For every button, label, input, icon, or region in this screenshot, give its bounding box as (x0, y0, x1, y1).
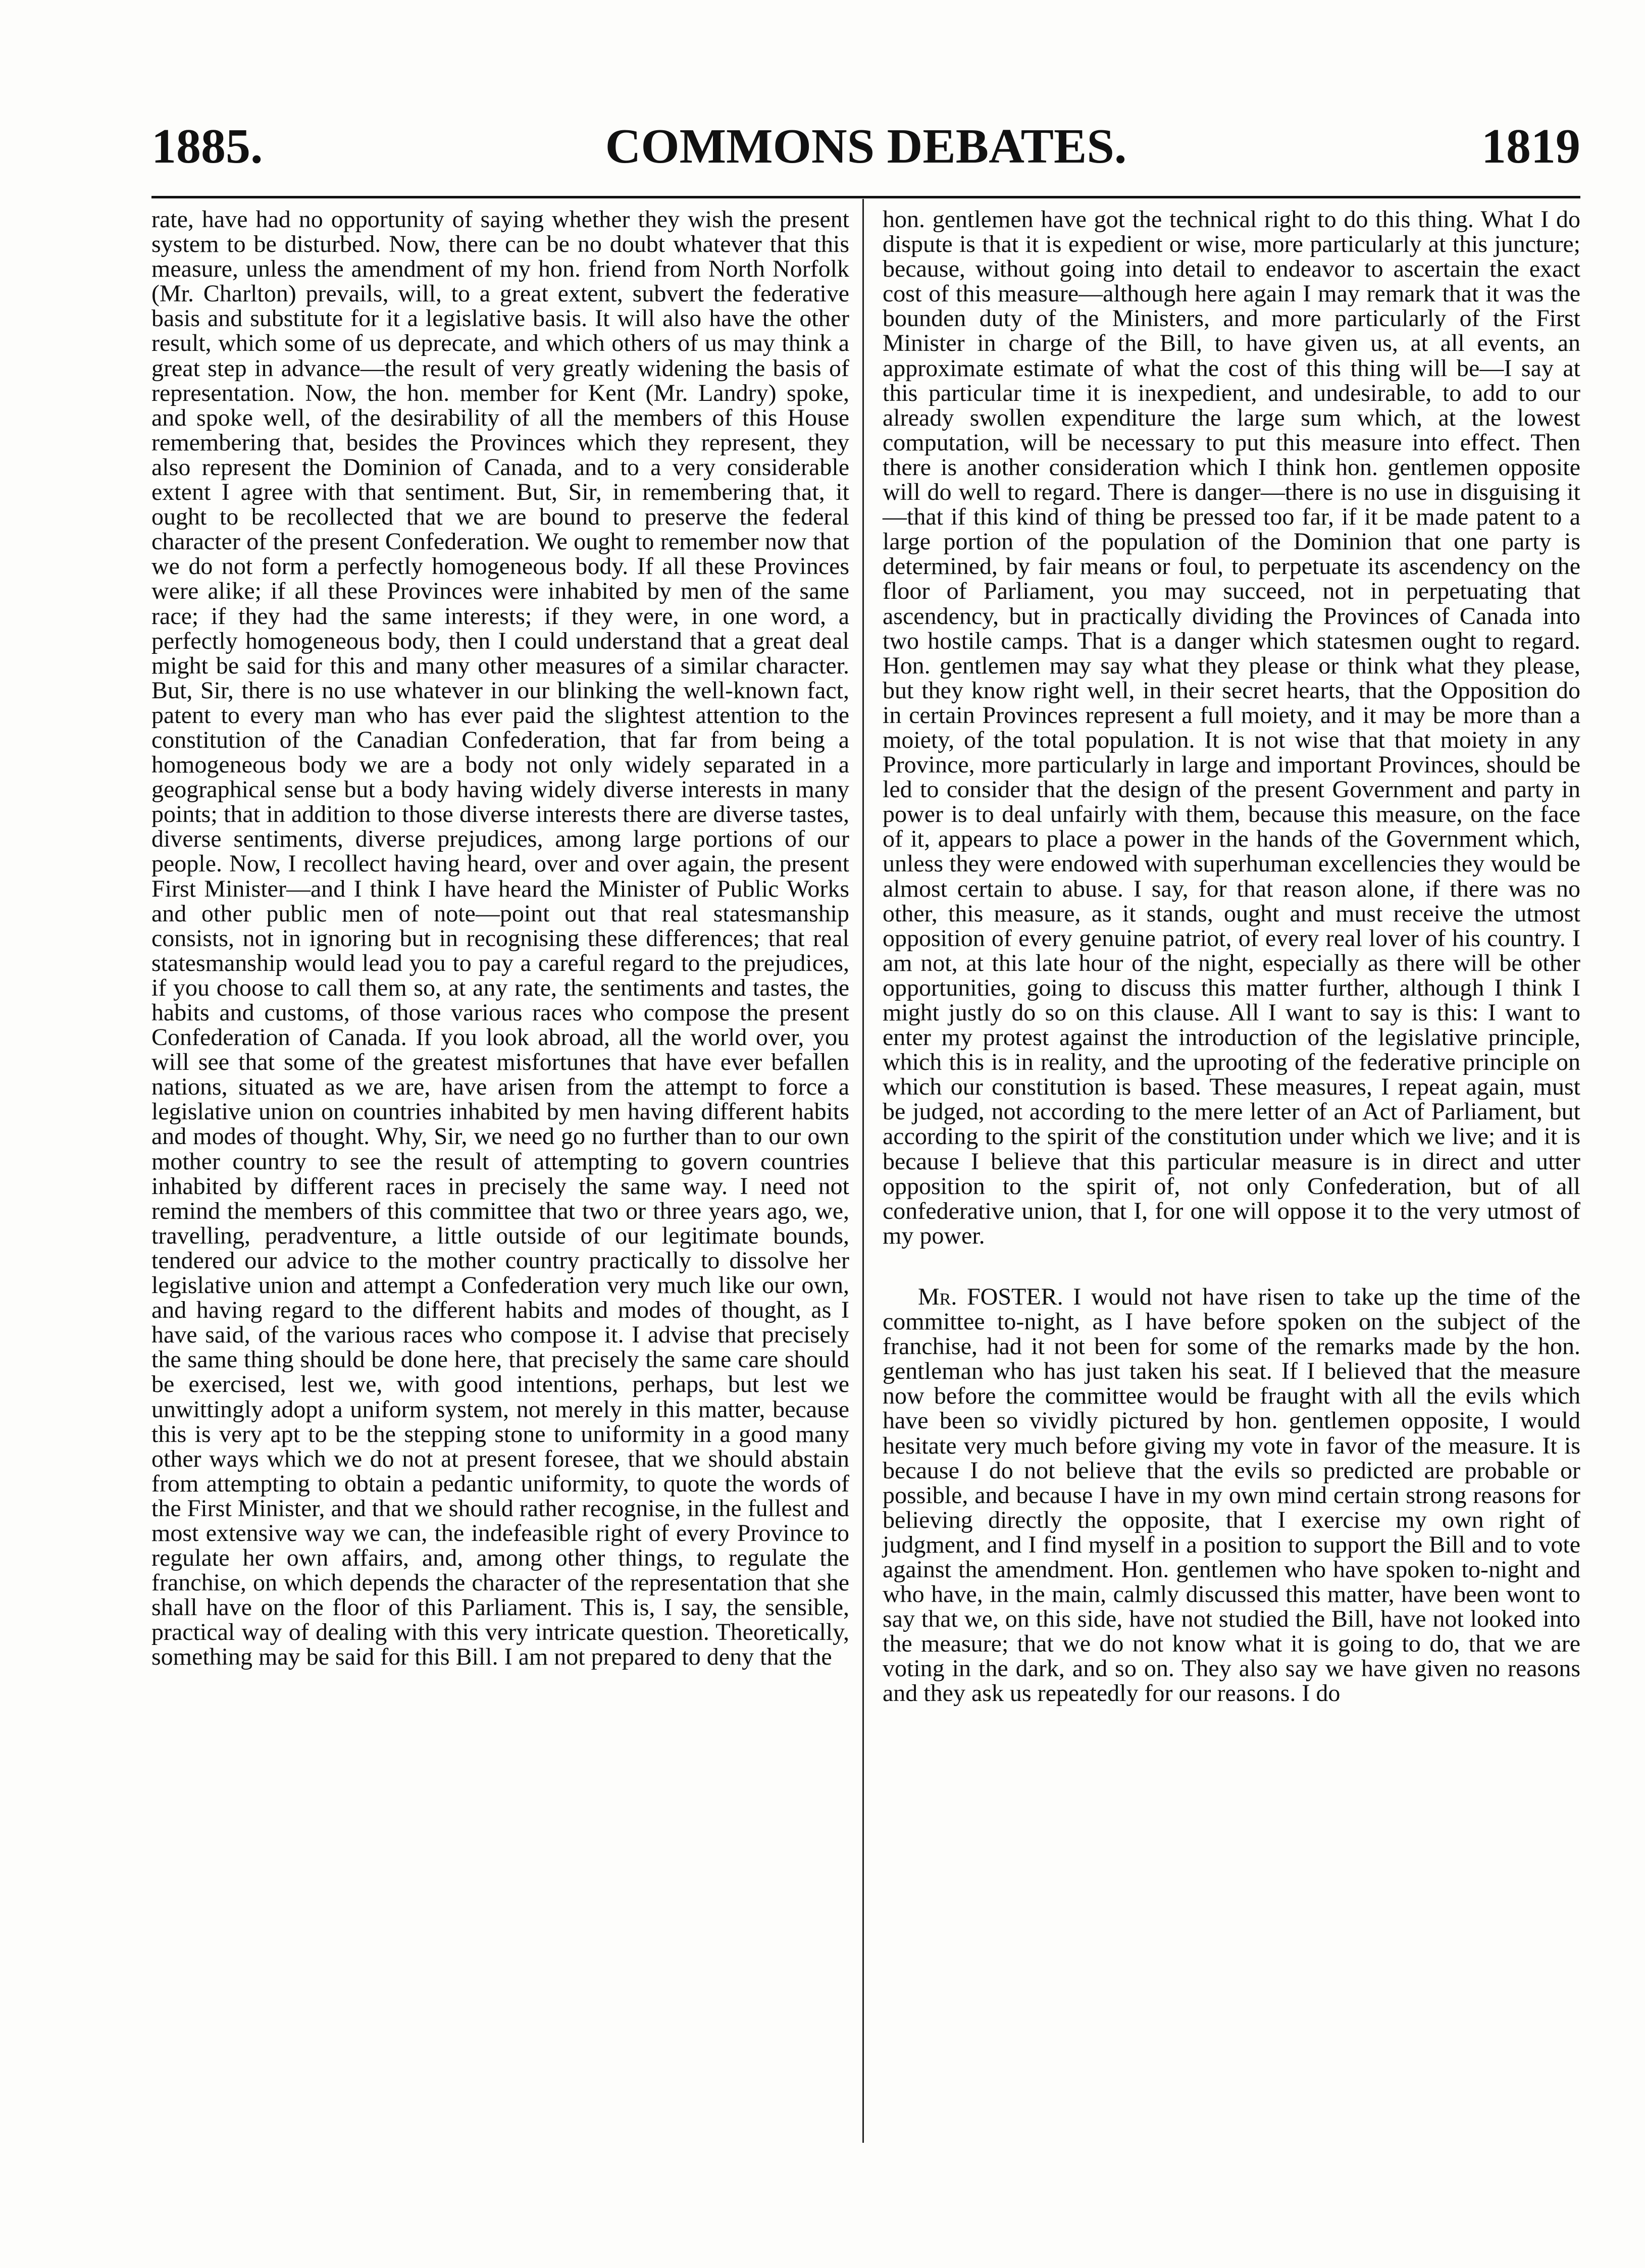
right-column-paragraph: hon. gentlemen have got the technical right to do this thing. What I do dispute is that it is expedient or wise, more particularly at this juncture; because, without going into detail to endeavor to ascertain the exact cost of this measure—although here again I may remark that it was the bounden duty of the Ministers, and more particularly of the First Minister in charge of the Bill, to have given us, at all events, an approximate estimate of what the cost of this thing will be—I say at this particular time it is inexpedient, and undesirable, to add to our already swollen expenditure the large sum which, at the lowest computation, will be necessary to put this measure into effect. Then there is another consideration which I think hon. gentlemen opposite will do well to regard. There is danger—there is no use in disguising it—that if this kind of thing be pressed too far, if it be made patent to a large portion of the population of the Dominion that one party is determined, by fair means or foul, to perpetuate its ascendency on the floor of Parliament, you may succeed, not in perpetuating that ascendency, but in practically dividing the Provinces of Canada into two hostile camps. That is a danger which statesmen ought to regard. Hon. gentlemen may say what they please or think what they please, but they know right well, in their secret hearts, that the Opposition do in certain Provinces represent a full moiety, and it may be more than a moiety, of the total population. It is not wise that that moiety in any Province, more particularly in large and important Provinces, should be led to consider that the design of the present Government and party in power is to deal unfairly with them, because this measure, on the face of it, appears to place a power in the hands of the Government which, unless they were endowed with superhuman excellencies they would be almost certain to abuse. I say, for that reason alone, if there was no other, this measure, as it stands, ought and must receive the utmost opposition of every genuine patriot, of every real lover of his country. I am not, at this late hour of the night, especially as there will be other opportunities, going to discuss this matter further, although I think I might justly do so on this clause. All I want to say is this: I want to enter my protest against the introduction of the legislative principle, which this is in reality, and the uprooting of the federative principle on which our constitution is based. These measures, I repeat again, must be judged, not according to the mere letter of an Act of Parliament, but according to the spirit of the constitution under which we live; and it is because I believe that this particular measure is in direct and utter opposition to the spirit of, not only Confederation, but of all confederative union, that I, for one will oppose it to the very utmost of my power. (883, 206, 1580, 1249)
left-column-paragraph: rate, have had no opportunity of saying whether they wish the present system to be disturbed. Now, there can be no doubt whatever that this measure, unless the amendment of my hon. friend from North Norfolk (Mr. Charlton) prevails, will, to a great extent, subvert the federative basis and substitute for it a legislative basis. It will also have the other result, which some of us deprecate, and which others of us may think a great step in advance—the result of very greatly widening the basis of representation. Now, the hon. member for Kent (Mr. Landry) spoke, and spoke well, of the desirability of all the members of this House remembering that, besides the Provinces which they represent, they also represent the Dominion of Canada, and to a very considerable extent I agree with that sentiment. But, Sir, in remembering that, it ought to be recollected that we are bound to preserve the federal character of the present Confederation. We ought to remember now that we do not form a perfectly homogeneous body. If all these Provinces were alike; if all these Provinces were inhabited by men of the same race; if they had the same interests; if they were, in one word, a perfectly homogeneous body, then I could understand that a great deal might be said for this and many other measures of a similar character. But, Sir, there is no use whatever in our blinking the well-known fact, patent to every man who has ever paid the slightest attention to the constitution of the Canadian Confederation, that far from being a homogeneous body we are a body not only widely separated in a geographical sense but a body having widely diverse interests in many points; that in addition to those diverse interests there are diverse tastes, diverse sentiments, diverse prejudices, among large portions of our people. Now, I recollect having heard, over and over again, the present First Minister—and I think I have heard the Minister of Public Works and other public men of note—point out that real statesmanship consists, not in ignoring but in recognising these differences; that real statesmanship would lead you to pay a careful regard to the prejudices, if you choose to call them so, at any rate, the sentiments and tastes, the habits and customs, of those various races who compose the present Confederation of Canada. If you look abroad, all the world over, you will see that some of the greatest misfortunes that have ever befallen nations, situated as we are, have arisen from the attempt to force a legislative union on countries inhabited by men having different habits and modes of thought. Why, Sir, we need go no further than to our own mother country to see the result of attempting to govern countries inhabited by different races in precisely the same way. I need not remind the members of this committee that two or three years ago, we, travelling, peradventure, a little outside of our legitimate bounds, tendered our advice to the mother country practically to dissolve her legislative union and attempt a Confederation very much like our own, and having regard to the different habits and modes of thought, as I have said, of the various races who compose it. I advise that precisely the same thing should be done here, that precisely the same care should be exercised, lest we, with good intentions, perhaps, but lest we unwittingly adopt a uniform system, not merely in this matter, because this is very apt to be the stepping stone to uniformity in a good many other ways which we do not at present foresee, that we should abstain from attempting to obtain a pedantic uniformity, to quote the words of the First Minister, and that we should rather recognise, in the fullest and most extensive way we can, the indefeasible right of every Province to regulate her own affairs, and, among other things, to regulate the franchise, on which depends the character of the representation that she shall have on the floor of this Parliament. This is, I say, the sensible, practical way of dealing with this very intricate question. Theoretically, something may be said for this Bill. I am not prepared to deny that the (151, 206, 849, 1671)
column-divider (862, 199, 864, 2143)
header-rule (151, 196, 1580, 198)
header-page-number: 1819 (1481, 119, 1580, 174)
foster-speech-paragraph (883, 1284, 1580, 1706)
right-column (883, 207, 1580, 1706)
foster-speech-text: I would not have risen to take up the time of the committee to-night, as I have before spoken on the subject of the franchise, had it not been for some of the remarks made by the hon. gentleman who has just taken his seat. If I believed that the measure now before the committee would be fraught with all the evils which have been so vividly pictured by hon. gentlemen opposite, I would hesitate very much before giving my vote in favor of the measure. It is because I do not believe that the evils so predicted are probable or possible, and because I have in my own mind certain strong reasons for believing directly the opposite, that I exercise my own right of judgment, and I find myself in a position to support the Bill and to vote against the amendment. Hon. gentlemen who have spoken to-night and who have, in the main, calmly discussed this matter, have been wont to say that we, on this side, have not studied the Bill, have not looked into the measure; that we do not know what it is going to do, that we are voting in the dark, and so on. They also say we have given no reasons and they ask us repeatedly for our reasons. I do (883, 1283, 1580, 1707)
header-title: COMMONS DEBATES. (605, 119, 1127, 174)
header-year: 1885. (151, 119, 263, 174)
page-header (151, 116, 1580, 177)
left-column (151, 207, 849, 1670)
speaker-name: Mr. FOSTER. (918, 1283, 1063, 1310)
